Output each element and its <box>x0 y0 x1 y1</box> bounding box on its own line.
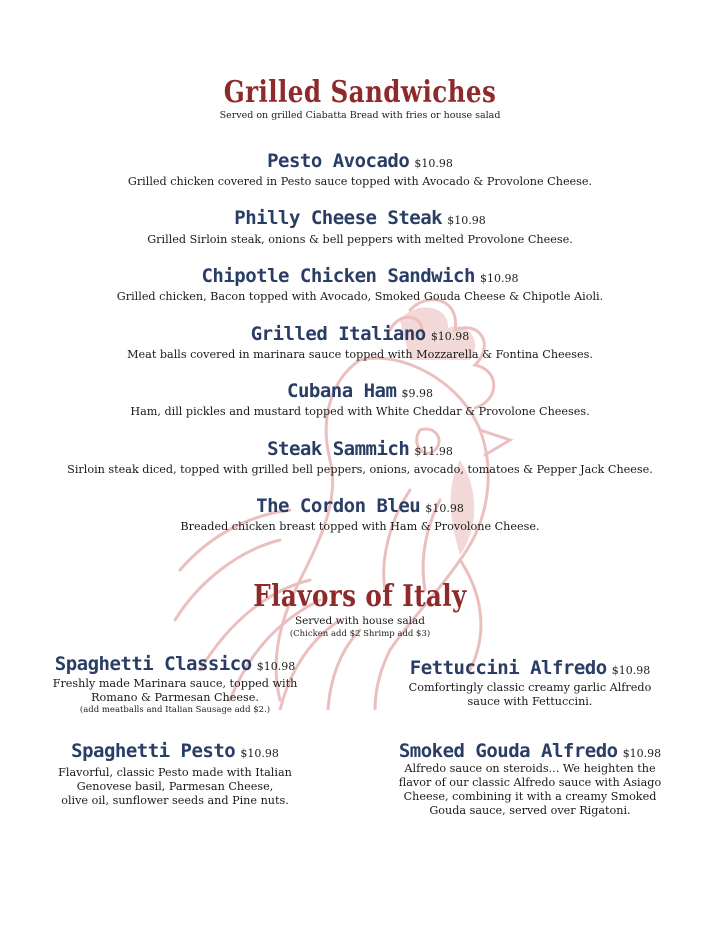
item-name: Grilled Italiano <box>250 323 426 345</box>
grilled-subtitle: Served on grilled Ciabatta Bread with fries or house salad <box>219 110 501 121</box>
item-price: $10.98 <box>622 747 662 760</box>
item-description-line: Alfredo sauce on steroids... We heighten the <box>404 762 656 775</box>
item-description: Grilled chicken covered in Pesto sauce topped with Avocado & Provolone Cheese. <box>127 175 593 188</box>
item-description-line: Romano & Parmesan Cheese. <box>91 691 259 704</box>
item-description-line: Genovese basil, Parmesan Cheese, <box>76 780 274 793</box>
item-name: The Cordon Bleu <box>256 495 421 517</box>
item-description-line: olive oil, sunflower seeds and Pine nuts. <box>61 794 289 807</box>
menu-item-title-row <box>0 323 720 345</box>
item-price: $10.98 <box>611 664 651 677</box>
item-name: Cubana Ham <box>287 380 397 402</box>
item-name: Steak Sammich <box>267 438 410 460</box>
item-price: $9.98 <box>401 387 433 400</box>
item-description: Breaded chicken breast topped with Ham & Provolone Cheese. <box>180 520 540 533</box>
item-description: Grilled chicken, Bacon topped with Avocado, Smoked Gouda Cheese & Chipotle Aioli. <box>116 290 604 303</box>
menu-item-title-row <box>0 265 720 287</box>
item-price: $11.98 <box>414 445 453 458</box>
menu-item-smoked-gouda-alfredo <box>390 740 670 818</box>
menu-item-fettuccini-alfredo <box>390 657 670 709</box>
menu-item-title-row <box>0 495 720 517</box>
section-title-grilled-sandwiches: Grilled Sandwiches <box>223 75 497 110</box>
item-description-line: Freshly made Marinara sauce, topped with <box>52 677 298 690</box>
item-name: Philly Cheese Steak <box>234 207 443 229</box>
italy-subtitle: Served with house salad <box>294 615 426 627</box>
item-name: Smoked Gouda Alfredo <box>398 740 618 762</box>
menu-item-title-row <box>0 438 720 460</box>
menu-item-title-row <box>0 380 720 402</box>
item-description-line: Gouda sauce, served over Rigatoni. <box>429 804 631 817</box>
item-description-line: Flavorful, classic Pesto made with Italian <box>58 766 292 779</box>
italy-addons: (Chicken add $2 Shrimp add $3) <box>289 629 431 639</box>
item-price: $10.98 <box>447 214 486 227</box>
item-price: $10.98 <box>256 660 296 673</box>
item-name: Pesto Avocado <box>267 150 410 172</box>
section-title-flavors-of-italy: Flavors of Italy <box>253 579 467 614</box>
item-description-line: flavor of our classic Alfredo sauce with Asiago <box>398 776 662 789</box>
menu-item-spaghetti-pesto <box>40 740 310 808</box>
item-description: Grilled Sirloin steak, onions & bell peppers with melted Provolone Cheese. <box>147 233 573 246</box>
item-price: $10.98 <box>425 502 464 515</box>
item-price: $10.98 <box>240 747 279 760</box>
item-description: Sirloin steak diced, topped with grilled bell peppers, onions, avocado, tomatoes & Pepper Jack Cheese. <box>67 463 653 476</box>
item-name: Fettuccini Alfredo <box>409 657 607 679</box>
item-name: Chipotle Chicken Sandwich <box>201 265 475 287</box>
menu-item-title-row <box>0 207 720 229</box>
item-description: Meat balls covered in marinara sauce topped with Mozzarella & Fontina Cheeses. <box>127 348 593 361</box>
item-price: $10.98 <box>480 272 519 285</box>
item-description-line: Cheese, combining it with a creamy Smoked <box>403 790 657 803</box>
item-name: Spaghetti Classico <box>54 653 252 675</box>
item-description: Ham, dill pickles and mustard topped with White Cheddar & Provolone Cheeses. <box>130 405 590 418</box>
item-note: (add meatballs and Italian Sausage add $2.) <box>79 705 271 715</box>
menu-item-title-row <box>0 150 720 172</box>
menu-item-spaghetti-classico <box>40 653 310 716</box>
item-name: Spaghetti Pesto <box>71 740 236 762</box>
item-description-line: sauce with Fettuccini. <box>467 695 593 708</box>
item-price: $10.98 <box>414 157 453 170</box>
item-price: $10.98 <box>430 330 470 343</box>
item-description-line: Comfortingly classic creamy garlic Alfredo <box>408 681 652 694</box>
